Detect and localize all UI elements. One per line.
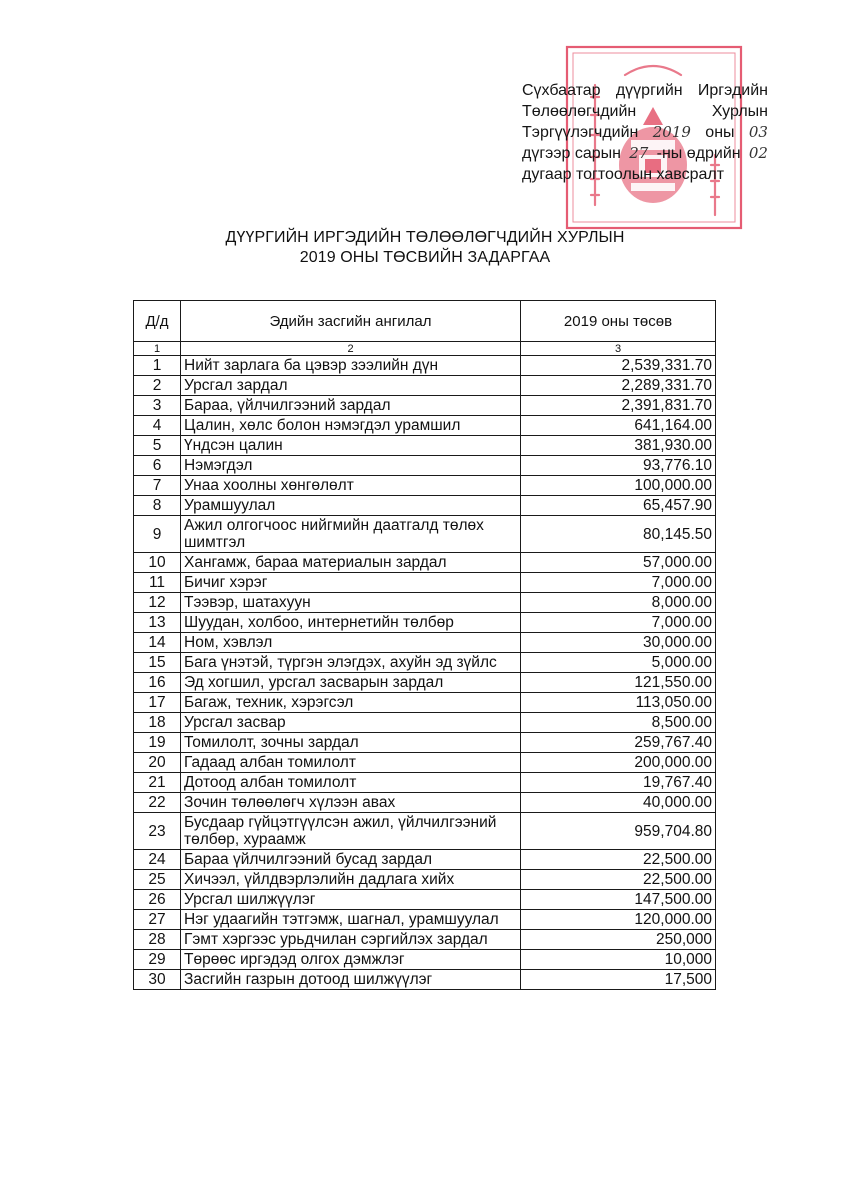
row-number: 12: [134, 593, 181, 613]
row-category: Нэмэгдэл: [181, 456, 521, 476]
row-number: 20: [134, 753, 181, 773]
row-number: 3: [134, 396, 181, 416]
row-number: 16: [134, 673, 181, 693]
row-amount: 381,930.00: [521, 436, 716, 456]
row-category: Зочин төлөөлөгч хүлээн авах: [181, 793, 521, 813]
table-row: [134, 456, 716, 476]
row-category: Тээвэр, шатахуун: [181, 593, 521, 613]
document-title: [0, 228, 850, 268]
row-number: 27: [134, 910, 181, 930]
row-number: 4: [134, 416, 181, 436]
handwritten-month: 03: [748, 123, 768, 141]
row-amount: 5,000.00: [521, 653, 716, 673]
row-category: Урсгал зардал: [181, 376, 521, 396]
handwritten-day: 27: [629, 144, 649, 162]
table-row: [134, 673, 716, 693]
row-category: Гадаад албан томилолт: [181, 753, 521, 773]
row-number: 1: [134, 356, 181, 376]
index-cell: 2: [181, 342, 521, 356]
table-row: [134, 496, 716, 516]
table-body: [134, 356, 716, 990]
handwritten-year: 2019: [652, 123, 691, 141]
title-line-1: ДҮҮРГИЙН ИРГЭДИЙН ТӨЛӨӨЛӨГЧДИЙН ХУРЛЫН: [225, 229, 625, 246]
header-no: Д/д: [134, 301, 181, 342]
table-row: [134, 850, 716, 870]
row-amount: 147,500.00: [521, 890, 716, 910]
row-amount: 7,000.00: [521, 613, 716, 633]
table-row: [134, 773, 716, 793]
row-number: 9: [134, 516, 181, 553]
row-amount: 17,500: [521, 970, 716, 990]
row-category: Цалин, хөлс болон нэмэгдэл урамшил: [181, 416, 521, 436]
row-category: Бараа үйлчилгээний бусад зардал: [181, 850, 521, 870]
row-category: Урсгал шилжүүлэг: [181, 890, 521, 910]
table-row: [134, 416, 716, 436]
index-cell: 1: [134, 342, 181, 356]
table-row: [134, 793, 716, 813]
table-row: [134, 553, 716, 573]
row-amount: 120,000.00: [521, 910, 716, 930]
row-category: Багаж, техник, хэрэгсэл: [181, 693, 521, 713]
table-row: [134, 753, 716, 773]
budget-table: [133, 300, 716, 990]
row-number: 30: [134, 970, 181, 990]
row-number: 8: [134, 496, 181, 516]
row-amount: 93,776.10: [521, 456, 716, 476]
table-row: [134, 356, 716, 376]
row-number: 5: [134, 436, 181, 456]
table-row: [134, 970, 716, 990]
approval-text: -ны өдрийн: [656, 145, 741, 162]
row-number: 19: [134, 733, 181, 753]
header-budget: 2019 оны төсөв: [521, 301, 716, 342]
row-amount: 30,000.00: [521, 633, 716, 653]
row-amount: 641,164.00: [521, 416, 716, 436]
approval-text: дүгээр сарын: [522, 145, 621, 162]
row-amount: 57,000.00: [521, 553, 716, 573]
row-category: Эд хогшил, урсгал засварын зардал: [181, 673, 521, 693]
row-amount: 100,000.00: [521, 476, 716, 496]
approval-text: Хурлын: [711, 103, 768, 120]
table-row: [134, 633, 716, 653]
row-category: Төрөөс иргэдэд олгох дэмжлэг: [181, 950, 521, 970]
approval-note: [522, 80, 768, 185]
row-category: Бага үнэтэй, түргэн элэгдэх, ахуйн эд зүйлс: [181, 653, 521, 673]
table-row: [134, 396, 716, 416]
row-number: 11: [134, 573, 181, 593]
row-number: 6: [134, 456, 181, 476]
row-number: 7: [134, 476, 181, 496]
table-row: [134, 950, 716, 970]
row-category: Нэг удаагийн тэтгэмж, шагнал, урамшуулал: [181, 910, 521, 930]
row-category: Хичээл, үйлдвэрлэлийн дадлага хийх: [181, 870, 521, 890]
table-row: [134, 813, 716, 850]
approval-text: оны: [705, 124, 735, 141]
approval-text: Иргэдийн: [697, 82, 768, 99]
row-category: Нийт зарлага ба цэвэр зээлийн дүн: [181, 356, 521, 376]
row-category: Гэмт хэргээс урьдчилан сэргийлэх зардал: [181, 930, 521, 950]
row-amount: 19,767.40: [521, 773, 716, 793]
row-category: Засгийн газрын дотоод шилжүүлэг: [181, 970, 521, 990]
table-row: [134, 733, 716, 753]
table-header-row: [134, 301, 716, 342]
row-category: Үндсэн цалин: [181, 436, 521, 456]
title-line-2: 2019 ОНЫ ТӨСВИЙН ЗАДАРГАА: [299, 249, 551, 266]
row-number: 24: [134, 850, 181, 870]
row-number: 22: [134, 793, 181, 813]
row-amount: 2,539,331.70: [521, 356, 716, 376]
approval-text: Сүхбаатар: [522, 82, 601, 99]
table-row: [134, 693, 716, 713]
table-row: [134, 613, 716, 633]
table-row: [134, 573, 716, 593]
approval-line-5: [522, 164, 768, 185]
row-category: Ажил олгогчоос нийгмийн даатгалд төлөх шимтгэл: [181, 516, 521, 553]
row-amount: 40,000.00: [521, 793, 716, 813]
table-row: [134, 870, 716, 890]
row-number: 29: [134, 950, 181, 970]
row-number: 2: [134, 376, 181, 396]
approval-text: Төлөөлөгчдийн: [522, 103, 637, 120]
row-number: 18: [134, 713, 181, 733]
header-category: Эдийн засгийн ангилал: [181, 301, 521, 342]
row-number: 17: [134, 693, 181, 713]
approval-line-1: [522, 80, 768, 101]
row-category: Ном, хэвлэл: [181, 633, 521, 653]
table-row: [134, 930, 716, 950]
row-category: Бусдаар гүйцэтгүүлсэн ажил, үйлчилгээний төлбөр, хураамж: [181, 813, 521, 850]
row-amount: 8,000.00: [521, 593, 716, 613]
row-amount: 259,767.40: [521, 733, 716, 753]
row-number: 28: [134, 930, 181, 950]
row-number: 23: [134, 813, 181, 850]
table-row: [134, 436, 716, 456]
row-amount: 113,050.00: [521, 693, 716, 713]
table-row: [134, 890, 716, 910]
row-amount: 10,000: [521, 950, 716, 970]
row-category: Шуудан, холбоо, интернетийн төлбөр: [181, 613, 521, 633]
row-amount: 22,500.00: [521, 870, 716, 890]
row-number: 25: [134, 870, 181, 890]
row-category: Бараа, үйлчилгээний зардал: [181, 396, 521, 416]
row-amount: 250,000: [521, 930, 716, 950]
table-row: [134, 910, 716, 930]
table-row: [134, 516, 716, 553]
table-row: [134, 713, 716, 733]
approval-line-3: [522, 122, 768, 143]
row-number: 21: [134, 773, 181, 793]
row-amount: 959,704.80: [521, 813, 716, 850]
table-index-row: [134, 342, 716, 356]
row-amount: 2,289,331.70: [521, 376, 716, 396]
table-row: [134, 376, 716, 396]
table-row: [134, 476, 716, 496]
approval-text: дүүргийн: [615, 82, 683, 99]
row-category: Томилолт, зочны зардал: [181, 733, 521, 753]
row-category: Унаа хоолны хөнгөлөлт: [181, 476, 521, 496]
row-number: 13: [134, 613, 181, 633]
table-row: [134, 593, 716, 613]
approval-text: Тэргүүлэгчдийн: [522, 124, 639, 141]
row-amount: 2,391,831.70: [521, 396, 716, 416]
table-row: [134, 653, 716, 673]
row-number: 15: [134, 653, 181, 673]
row-category: Урамшуулал: [181, 496, 521, 516]
row-amount: 22,500.00: [521, 850, 716, 870]
row-amount: 200,000.00: [521, 753, 716, 773]
row-amount: 8,500.00: [521, 713, 716, 733]
approval-line-4: [522, 143, 768, 164]
row-amount: 65,457.90: [521, 496, 716, 516]
approval-line-2: [522, 101, 768, 122]
row-amount: 7,000.00: [521, 573, 716, 593]
row-number: 10: [134, 553, 181, 573]
row-category: Бичиг хэрэг: [181, 573, 521, 593]
row-category: Урсгал засвар: [181, 713, 521, 733]
index-cell: 3: [521, 342, 716, 356]
row-category: Дотоод албан томилолт: [181, 773, 521, 793]
row-amount: 80,145.50: [521, 516, 716, 553]
row-amount: 121,550.00: [521, 673, 716, 693]
row-category: Хангамж, бараа материалын зардал: [181, 553, 521, 573]
handwritten-resolution-number: 02: [748, 144, 768, 162]
row-number: 14: [134, 633, 181, 653]
row-number: 26: [134, 890, 181, 910]
approval-text: дугаар тогтоолын хавсралт: [522, 166, 725, 183]
